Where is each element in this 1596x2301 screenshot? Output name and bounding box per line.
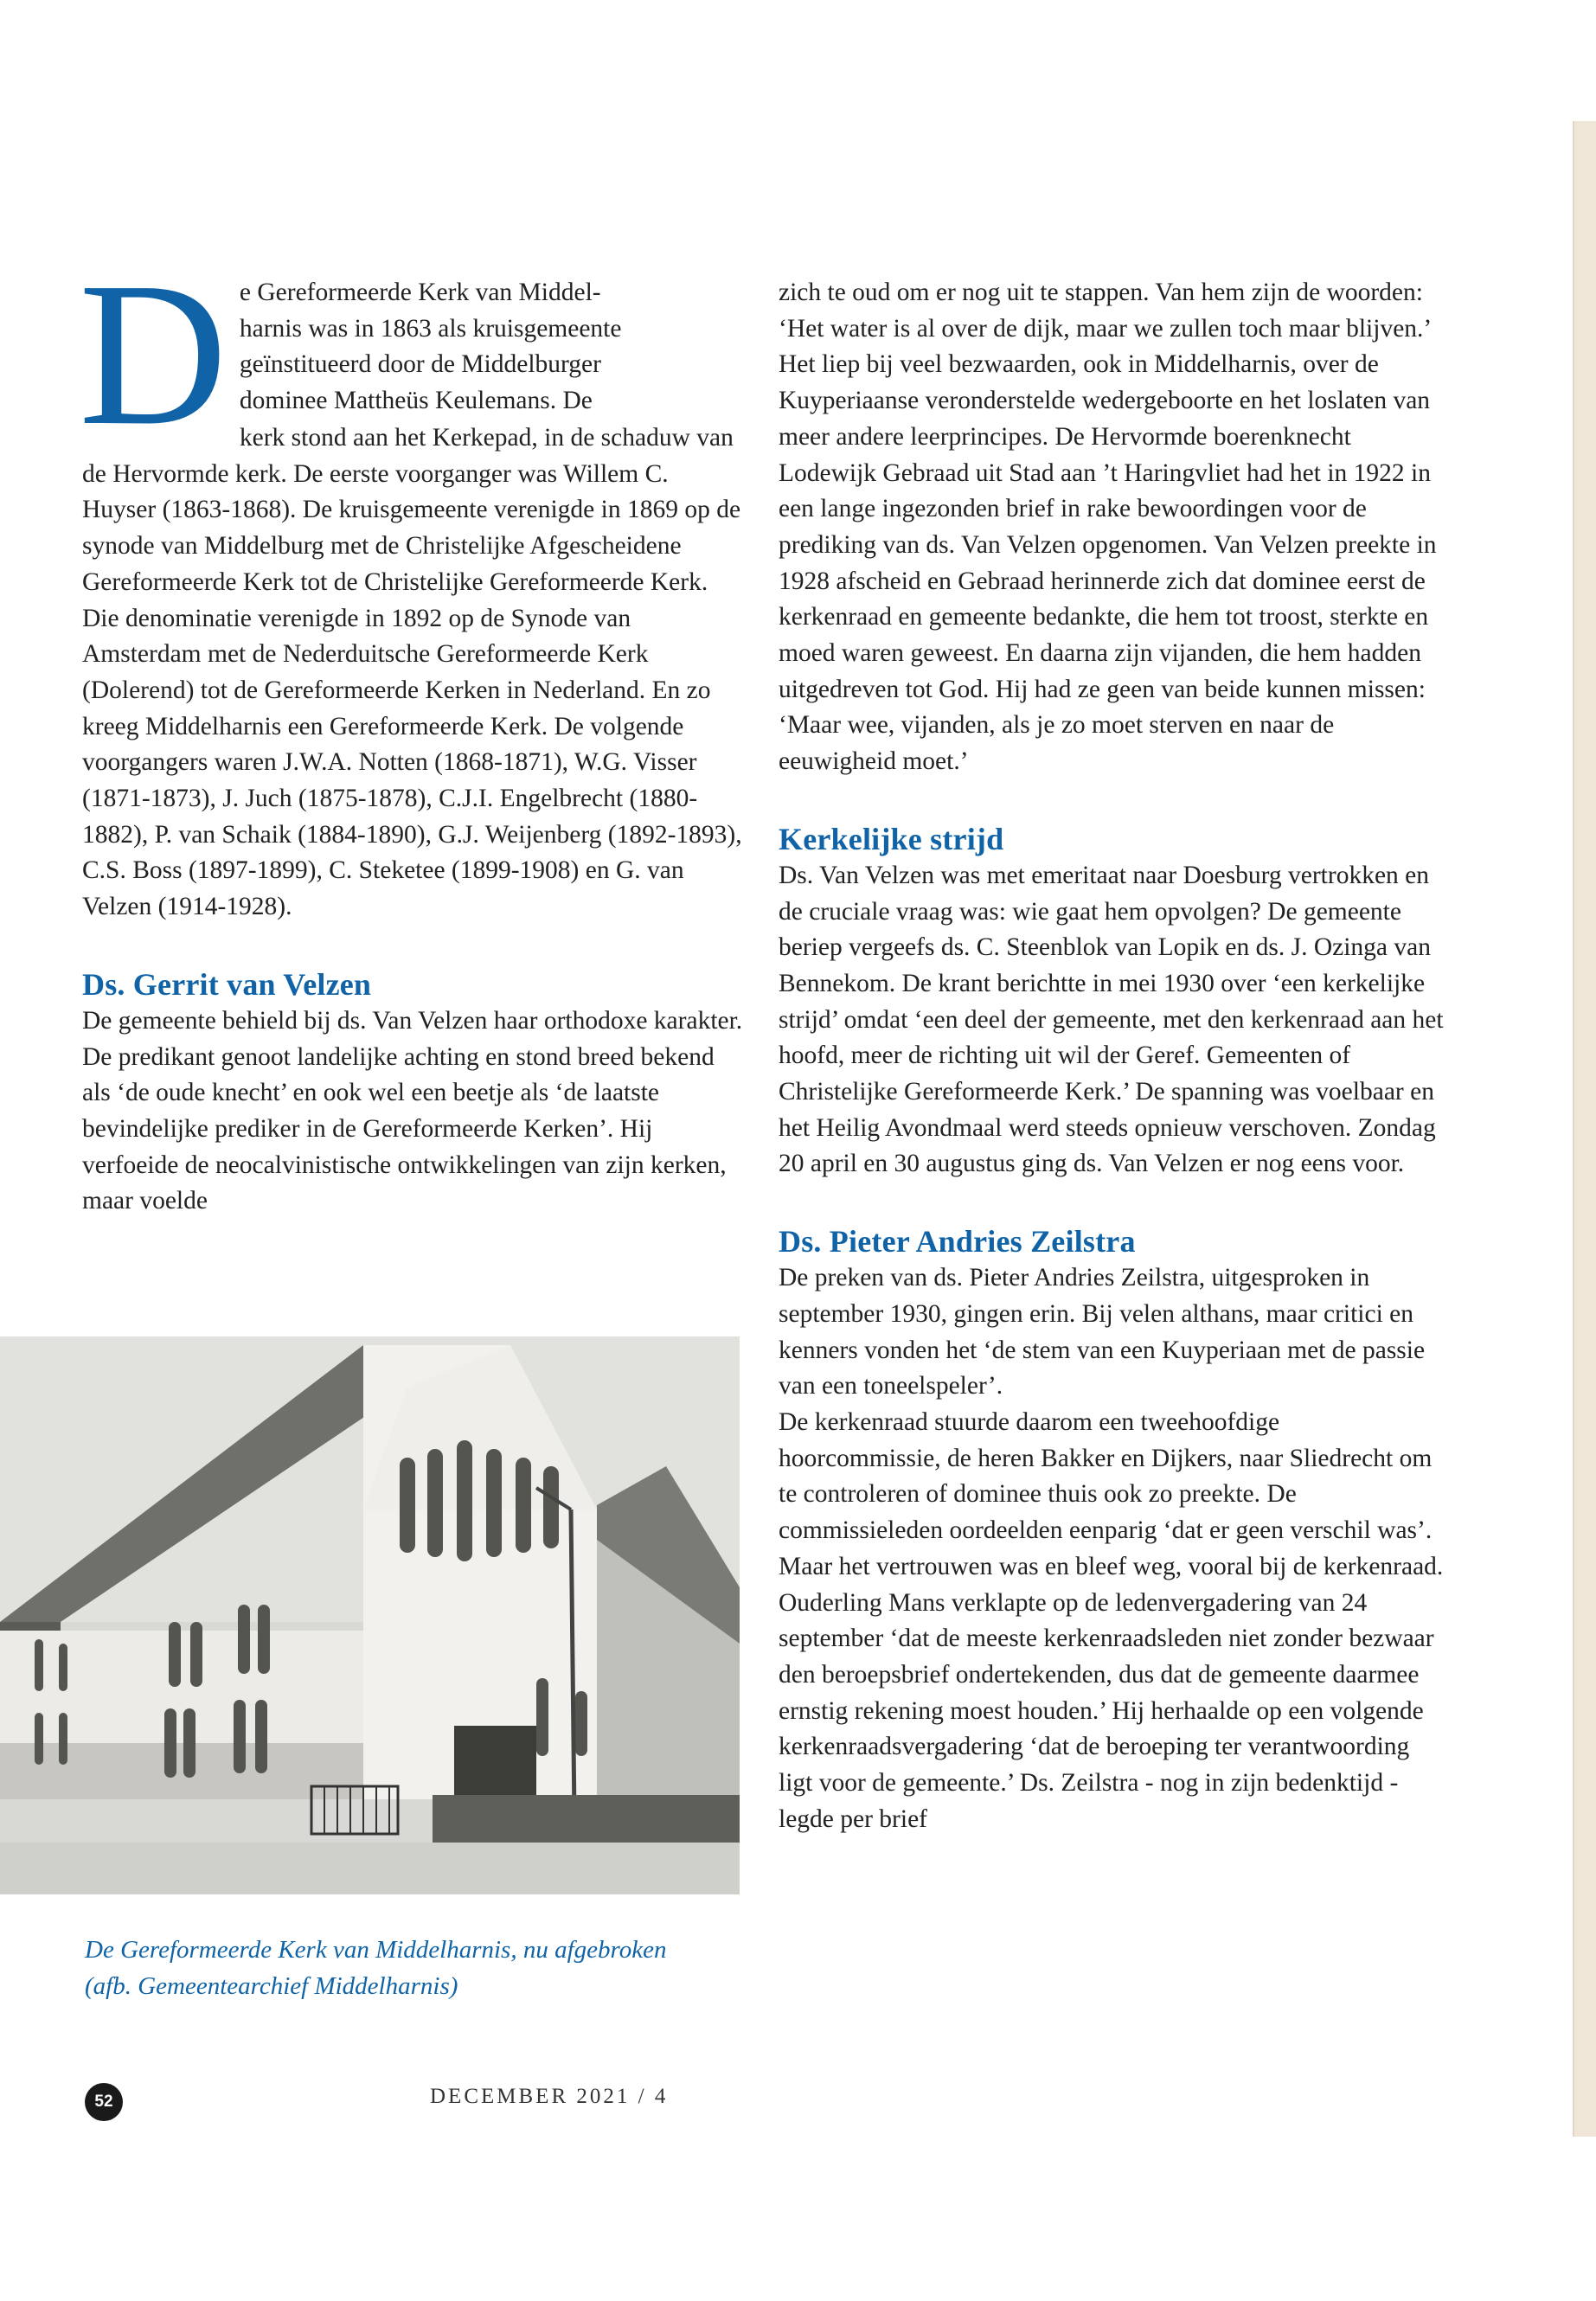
zeilstra-paragraph-2: De kerkenraad stuurde daarom een tweehoofdige hoorcommissie, de heren Bakker en Dijkers, naar Sliedrecht om te controleren of dominee thuis ook zo preekte. De commissieleden oordeelden eenparig ‘dat er geen verschil was’. Maar het vertrouwen was en bleef weg, vooral bij de kerkenraad. Ouderling Mans verklapte op de ledenvergadering van 24 september ‘dat de meeste kerkenraadsleden niet zonder bezwaar den beroepsbrief ondertekenden, dus dat de gemeente daarmee ernstig rekening moest houden.’ Hij herhaalde op een volgende kerkenraadsvergadering ‘dat de beroeping ter verantwoording ligt voor de gemeente.’ Ds. Zeilstra - nog in zijn bedenktijd - legde per brief — [779, 1407, 1444, 1833]
section-heading-van-velzen: Ds. Gerrit van Velzen — [82, 966, 372, 1002]
section-heading-zeilstra: Ds. Pieter Andries Zeilstra — [779, 1224, 1136, 1259]
intro-line: geïnstitueerd door de Middelburger — [239, 350, 601, 379]
caption-line: (afb. Gemeentearchief Middelharnis) — [85, 1972, 458, 2000]
right-intro-paragraph: zich te oud om er nog uit te stappen. Van hem zijn de woorden: ‘Het water is al over de dijk, maar we zullen toch maar blijven.’ Het liep bij veel bezwaarden, ook in Middelharnis, over de Kuyperiaanse veronderstelde wedergeboorte en het loslaten van meer andere leerprincipes. De Hervormde boerenknecht Lodewijk Gebraad uit Stad aan ’t Haringvliet had het in 1922 in een lange ingezonden brief in rake bewoordingen voor de prediking van ds. Van Velzen opgenomen. Van Velzen preekte in 1928 afscheid en Gebraad herinnerde zich dat dominee eerst de kerkenraad en gemeente bedankte, die hem tot troost, sterkte en moed waren geweest. En daarna zijn vijanden, die hem hadden uitgedreven tot God. Hij had ze geen van beide kunnen missen: ‘Maar wee, vijanden, als je zo moet sterven en naar de eeuwigheid moet.’ — [779, 279, 1437, 776]
intro-line: harnis was in 1863 als kruisgemeente — [239, 314, 622, 343]
intro-block — [79, 240, 748, 468]
photo-caption — [85, 1932, 751, 2004]
van-velzen-paragraph: De gemeente behield bij ds. Van Velzen haar orthodoxe karakter. De predikant genoot landelijke achting en stond breed bekend als ‘de oude knecht’ en ook wel een beetje als ‘de laatste bevindelijke prediker in de Gereformeerde Kerken’. Hij verfoeide de neocalvinistische ontwikkelingen van zijn kerken, maar voelde — [82, 1006, 743, 1215]
left-column — [79, 240, 748, 1220]
church-photo — [0, 1336, 740, 1894]
page-edge-strip — [1573, 121, 1596, 2137]
intro-line: e Gereformeerde Kerk van Middel- — [239, 279, 601, 306]
section-heading-kerkelijke-strijd: Kerkelijke strijd — [779, 821, 1004, 856]
drop-cap: D — [79, 240, 228, 468]
intro-line: dominee Mattheüs Keulemans. De — [239, 387, 593, 415]
right-column — [779, 275, 1445, 1837]
intro-paragraph: kerk stond aan het Kerkepad, in de schaduw van de Hervormde kerk. De eerste voorganger was Willem C. Huyser (1863-1868). De kruisgemeente verenigde in 1869 op de synode van Middelburg met de Christelijke Afgescheidene Gereformeerde Kerk tot de Christelijke Gereformeerde Kerk. Die denominatie verenigde in 1892 op de Synode van Amsterdam met de Nederduitsche Gereformeerde Kerk (Dolerend) tot de Gereformeerde Kerken in Nederland. En zo kreeg Middelharnis een Gereformeerde Kerk. De volgende voorgangers waren J.W.A. Notten (1868-1871), W.G. Visser (1871-1873), J. Juch (1875-1878), C.J.I. Engelbrecht (1880-1882), P. van Schaik (1884-1890), G.J. Weijenberg (1892-1893), C.S. Boss (1897-1899), C. Steketee (1899-1908) en G. van Velzen (1914-1928). — [82, 424, 742, 921]
kerkelijke-strijd-paragraph: Ds. Van Velzen was met emeritaat naar Doesburg vertrokken en de cruciale vraag was: wie gaat hem opvolgen? De gemeente beriep vergeefs ds. C. Steenblok van Lopik en ds. J. Ozinga van Bennekom. De krant berichtte in mei 1930 over ‘een kerkelijke strijd’ omdat ‘een deel der gemeente, met den kerkenraad aan het hoofd, meer de richting uit wil der Geref. Gemeenten of Christelijke Gereformeerde Kerk.’ De spanning was voelbaar en het Heilig Avondmaal werd steeds opnieuw verschoven. Zondag 20 april en 30 augustus ging ds. Van Velzen er nog eens voor. — [779, 861, 1444, 1178]
issue-label: DECEMBER 2021 / 4 — [430, 2085, 669, 2108]
page-number-badge: 52 — [85, 2083, 123, 2121]
zeilstra-paragraph-1: De preken van ds. Pieter Andries Zeilstra, uitgesproken in september 1930, gingen erin. Bij velen althans, maar critici en kenners vonden het ‘de stem van een Kuyperiaan met de passie van een toneelspeler’. — [779, 1264, 1426, 1400]
caption-line: De Gereformeerde Kerk van Middelharnis, nu afgebroken — [85, 1936, 667, 1964]
